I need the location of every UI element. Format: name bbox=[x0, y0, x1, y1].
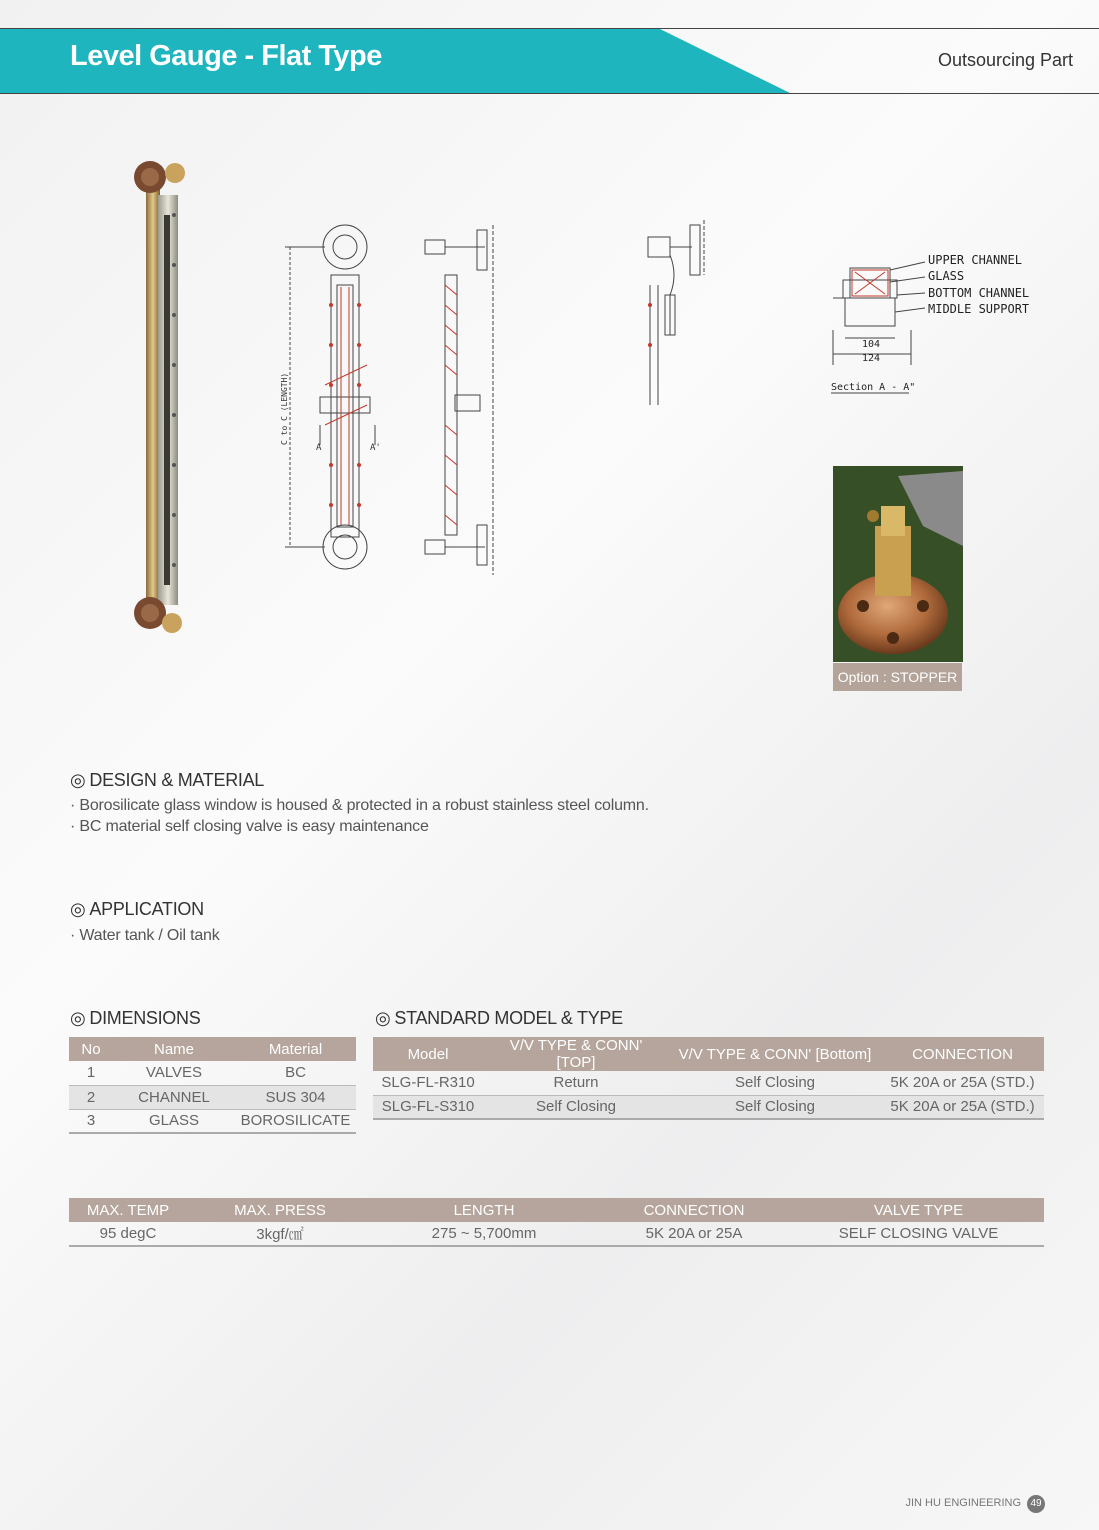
dimensions-table bbox=[69, 1037, 356, 1134]
header-bottom-rule bbox=[0, 93, 1099, 94]
table-cell: 2 bbox=[69, 1085, 113, 1109]
header-top-rule bbox=[0, 28, 1099, 29]
table-cell: SLG-FL-R310 bbox=[373, 1071, 483, 1095]
application-heading-text: APPLICATION bbox=[89, 899, 204, 919]
table-cell: 1 bbox=[69, 1061, 113, 1085]
section-mark: ◎ bbox=[70, 1008, 86, 1028]
column-header: MAX. TEMP bbox=[69, 1198, 187, 1222]
table-cell: CHANNEL bbox=[113, 1085, 235, 1109]
table-cell: Return bbox=[483, 1071, 669, 1095]
column-header: CONNECTION bbox=[881, 1037, 1044, 1071]
table-cell: SUS 304 bbox=[235, 1085, 356, 1109]
section-label-bottom-channel: BOTTOM CHANNEL bbox=[928, 286, 1030, 300]
section-label-glass: GLASS bbox=[928, 269, 965, 283]
valve-detail-drawing bbox=[630, 215, 710, 415]
application-heading bbox=[70, 899, 204, 920]
dimensions-heading bbox=[70, 1008, 200, 1029]
table-cell: Self Closing bbox=[669, 1095, 881, 1119]
section-mark-a-prime: A' bbox=[370, 443, 381, 453]
column-header: Material bbox=[235, 1037, 356, 1061]
section-dim-outer: 124 bbox=[862, 353, 881, 364]
section-label-middle-support: MIDDLE SUPPORT bbox=[928, 302, 1030, 316]
design-bullet-1: · Borosilicate glass window is housed & protected in a robust stainless steel column. bbox=[70, 797, 649, 814]
front-view-drawing bbox=[275, 215, 395, 575]
column-header: Name bbox=[113, 1037, 235, 1061]
table-cell: SELF CLOSING VALVE bbox=[793, 1222, 1044, 1246]
level-gauge-photo bbox=[120, 155, 200, 640]
application-bullet-1: · Water tank / Oil tank bbox=[70, 927, 220, 944]
column-header: V/V TYPE & CONN' [Bottom] bbox=[669, 1037, 881, 1071]
section-title: Section A - A" bbox=[831, 382, 916, 393]
table-row bbox=[69, 1061, 356, 1085]
table-header-row bbox=[69, 1198, 1044, 1222]
specs-table bbox=[69, 1198, 1044, 1247]
table-row bbox=[69, 1109, 356, 1133]
table-cell: SLG-FL-S310 bbox=[373, 1095, 483, 1119]
table-cell: 3kgf/㎠ bbox=[187, 1222, 373, 1246]
dimensions-heading-text: DIMENSIONS bbox=[89, 1008, 201, 1028]
table-cell: 5K 20A or 25A (STD.) bbox=[881, 1095, 1044, 1119]
design-heading bbox=[70, 770, 264, 791]
footer-company: JIN HU ENGINEERING bbox=[905, 1497, 1021, 1509]
standard-model-heading bbox=[375, 1008, 623, 1029]
standard-model-heading-text: STANDARD MODEL & TYPE bbox=[394, 1008, 623, 1028]
table-cell: 5K 20A or 25A bbox=[595, 1222, 793, 1246]
table-cell: BC bbox=[235, 1061, 356, 1085]
section-mark: ◎ bbox=[70, 770, 86, 790]
category-label: Outsourcing Part bbox=[937, 50, 1073, 70]
column-header: LENGTH bbox=[373, 1198, 595, 1222]
section-mark: ◎ bbox=[375, 1008, 391, 1028]
column-header: Model bbox=[373, 1037, 483, 1071]
drawing-length-label: C to C (LENGTH) bbox=[280, 372, 289, 445]
design-bullet-2: · BC material self closing valve is easy maintenance bbox=[70, 818, 429, 835]
table-row bbox=[69, 1222, 1044, 1246]
table-header-row bbox=[373, 1037, 1044, 1071]
table-row bbox=[373, 1095, 1044, 1119]
section-mark-a: A bbox=[316, 443, 322, 453]
section-dim-inner: 104 bbox=[862, 339, 881, 350]
table-cell: 275 ~ 5,700mm bbox=[373, 1222, 595, 1246]
table-cell: VALVES bbox=[113, 1061, 235, 1085]
table-row bbox=[373, 1071, 1044, 1095]
page-number-badge: 49 bbox=[1027, 1495, 1045, 1513]
table-row bbox=[69, 1085, 356, 1109]
column-header: No bbox=[69, 1037, 113, 1061]
table-cell: BOROSILICATE bbox=[235, 1109, 356, 1133]
design-heading-text: DESIGN & MATERIAL bbox=[89, 770, 265, 790]
table-cell: Self Closing bbox=[669, 1071, 881, 1095]
column-header: VALVE TYPE bbox=[793, 1198, 1044, 1222]
stopper-photo bbox=[833, 466, 963, 662]
table-cell: 5K 20A or 25A (STD.) bbox=[881, 1071, 1044, 1095]
table-cell: GLASS bbox=[113, 1109, 235, 1133]
table-cell: 95 degC bbox=[69, 1222, 187, 1246]
table-cell: 3 bbox=[69, 1109, 113, 1133]
page-title: Level Gauge - Flat Type bbox=[70, 40, 382, 72]
table-cell: Self Closing bbox=[483, 1095, 669, 1119]
column-header: V/V TYPE & CONN' [TOP] bbox=[483, 1037, 669, 1071]
column-header: MAX. PRESS bbox=[187, 1198, 373, 1222]
table-header-row bbox=[69, 1037, 356, 1061]
side-view-drawing bbox=[415, 215, 505, 575]
column-header: CONNECTION bbox=[595, 1198, 793, 1222]
section-mark: ◎ bbox=[70, 899, 86, 919]
standard-model-table bbox=[373, 1037, 1044, 1120]
section-a-a-drawing bbox=[825, 250, 1055, 400]
section-label-upper-channel: UPPER CHANNEL bbox=[928, 253, 1022, 267]
stopper-caption: Option : STOPPER bbox=[833, 663, 962, 691]
